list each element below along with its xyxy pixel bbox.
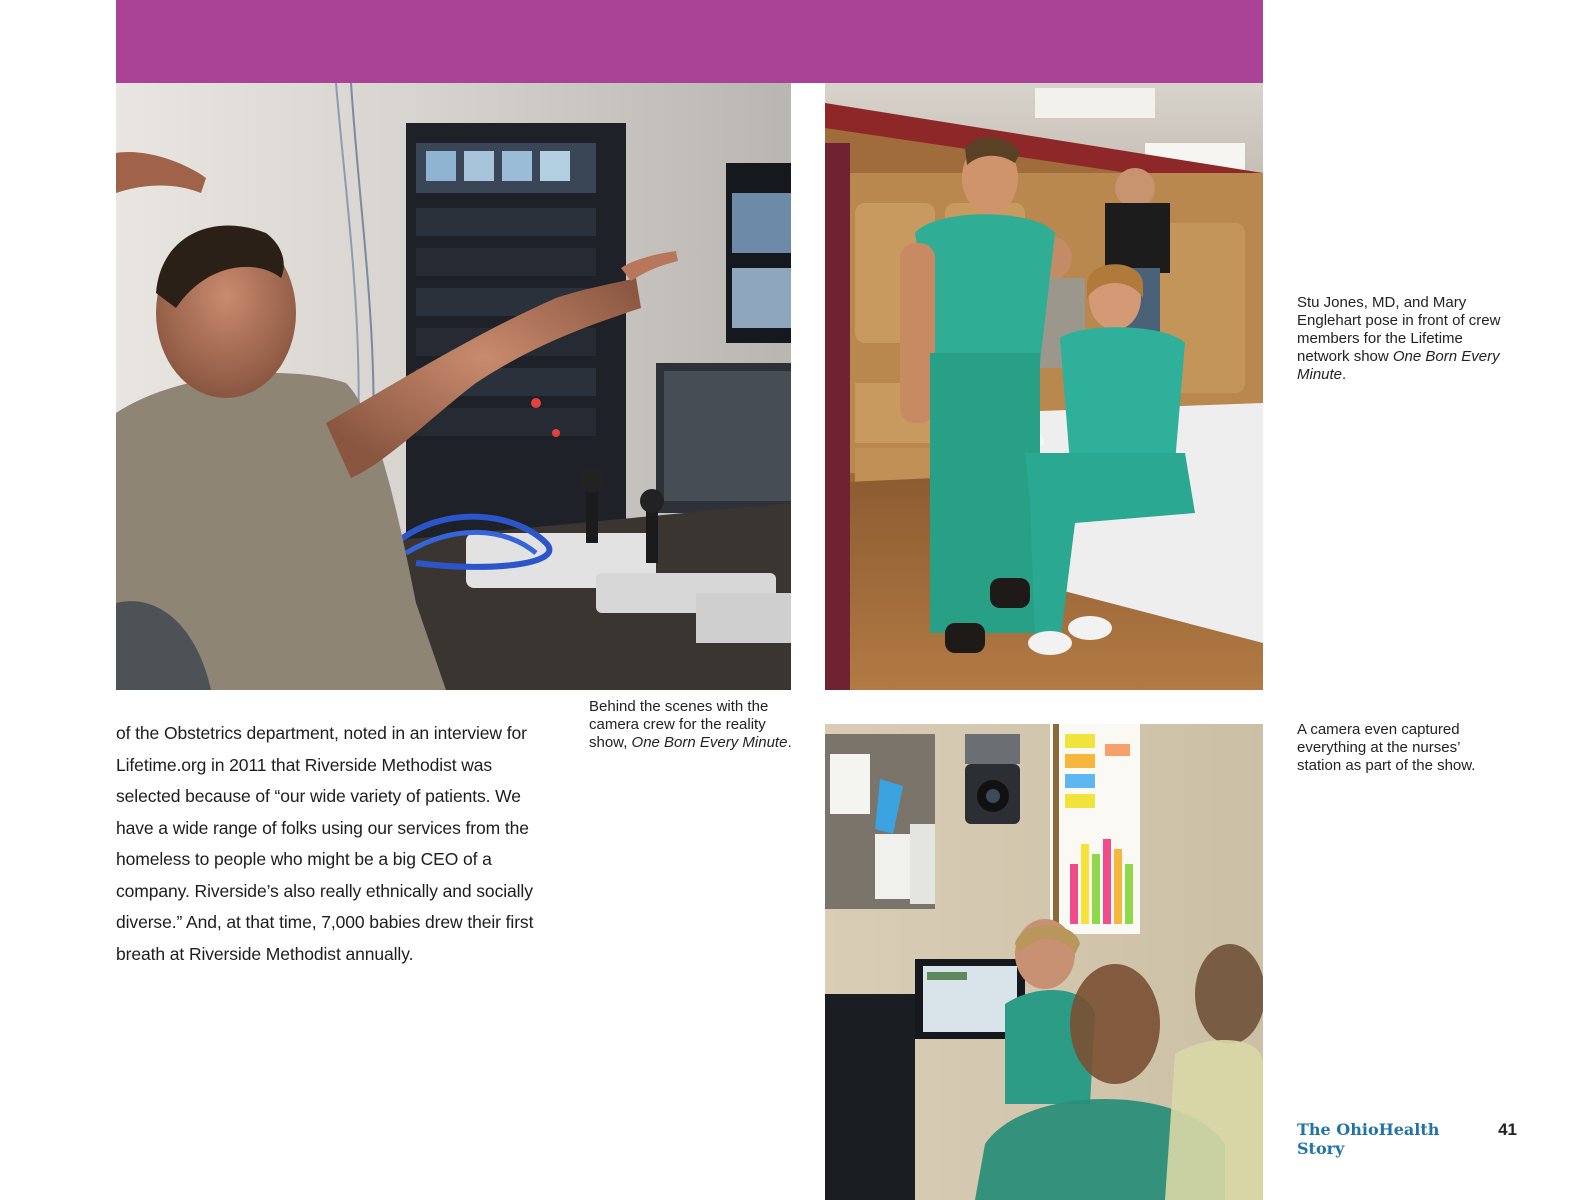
- photo-crew: [825, 83, 1263, 690]
- header-color-band: [116, 0, 1263, 83]
- photo-nurses-station: [825, 724, 1263, 1200]
- caption-control-end: .: [787, 734, 792, 751]
- caption-crew-end: .: [1342, 366, 1347, 383]
- caption-control-text: Behind the scenes with the camera crew for the reality show,: [589, 698, 769, 751]
- page-footer: [1297, 1120, 1517, 1158]
- page-number: 41: [1498, 1120, 1517, 1139]
- footer-publication-title: The OhioHealth Story: [1297, 1120, 1440, 1158]
- caption-nurses-text: A camera even captured everything at the nurses’ station as part of the show.: [1297, 721, 1476, 774]
- caption-nurses-station: [1297, 721, 1477, 775]
- body-text: [116, 718, 556, 970]
- photo-control-room: [116, 83, 791, 690]
- caption-crew-show-title: One Born Every Minute: [1297, 348, 1500, 383]
- caption-crew-text: Stu Jones, MD, and Mary Englehart pose in front of crew members for the Lifetime network show: [1297, 294, 1501, 365]
- caption-crew: [1297, 294, 1507, 384]
- caption-control-show-title: One Born Every Minute: [631, 734, 788, 751]
- caption-control-room: [589, 698, 799, 752]
- body-paragraph: of the Obstetrics department, noted in an interview for Lifetime.org in 2011 that Riverside Methodist was selected because of “our wide variety of patients. We have a wide range of folks using our services from the homeless to people who might be a big CEO of a company. Riverside’s also really ethnically and socially diverse.” And, at that time, 7,000 babies drew their first breath at Riverside Methodist annually.: [116, 723, 534, 964]
